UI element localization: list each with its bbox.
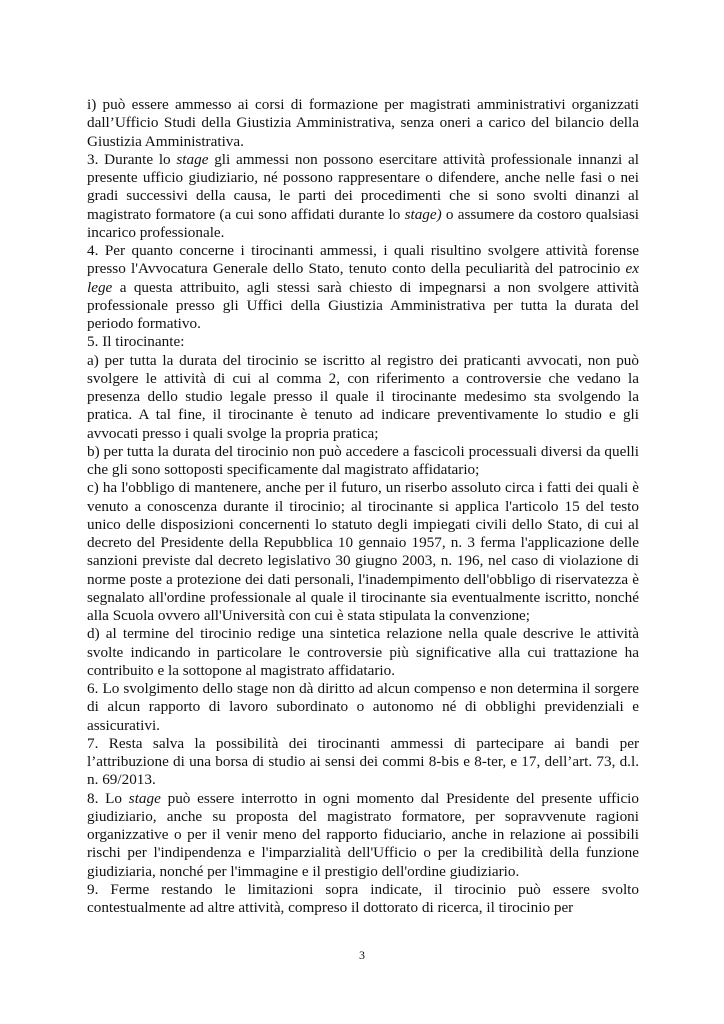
paragraph-4: 4. Per quanto concerne i tirocinanti ammessi, i quali risultino svolgere attività forense presso l'Avvocatura Generale dello Stato, tenuto conto della peculiarità del patrocinio ex lege a questa attribuito, agli stessi sarà chiesto di impegnarsi a non svolgere attività professionale presso gli Uffici della Giustizia Amministrativa per tutta la durata del periodo formativo. (87, 242, 639, 332)
paragraph-5c: c) ha l'obbligo di mantenere, anche per il futuro, un riserbo assoluto circa i fatti dei quali è venuto a conoscenza durante il tirocinio; al tirocinante si applica l'articolo 15 del testo unico delle disposizioni concernenti lo statuto degli impiegati civili dello Stato, di cui al decreto del Presidente della Repubblica 10 gennaio 1957, n. 3 ferma l'applicazione delle sanzioni previste dal decreto legislativo 30 giugno 2003, n. 196, nel caso di violazione di norme poste a protezione dei dati personali, l'inadempimento dell'obbligo di riservatezza è segnalato all'ordine professionale al quale il tirocinante sia eventualmente iscritto, nonché alla Scuola ovvero all'Università con cui è stata stipulata la convenzione; (87, 479, 639, 624)
paragraph-7: 7. Resta salva la possibilità dei tirocinanti ammessi di partecipare ai bandi per l’attribuzione di una borsa di studio ai sensi dei commi 8-bis e 8-ter, e 17, dell’art. 73, d.l. n. 69/2013. (87, 734, 639, 789)
paragraph-5a: a) per tutta la durata del tirocinio se iscritto al registro dei praticanti avvocati, non può svolgere le attività di cui al comma 2, con riferimento a controversie che vedano la presenza dello studio legale presso il quale il tirocinante medesimo sta svolgendo la pratica. A tal fine, il tirocinante è tenuto ad indicare preventivamente lo studio e gli avvocati presso i quali svolge la propria pratica; (87, 351, 639, 442)
paragraph-5b: b) per tutta la durata del tirocinio non può accedere a fascicoli processuali diversi da quelli che gli sono sottoposti specificamente dal magistrato affidatario; (87, 442, 639, 478)
paragraph-8: 8. Lo stage può essere interrotto in ogni momento dal Presidente del presente ufficio giudiziario, anche su proposta del magistrato formatore, per sopravvenute ragioni organizzative o per il venir meno del rapporto fiduciario, anche in relazione ai possibili rischi per l'indipendenza e l'imparzialità dell'Ufficio o per la credibilità della funzione giudiziaria, nonché per l'immagine e il prestigio dell'ordine giudiziario. (87, 789, 640, 880)
paragraph-5d: d) al termine del tirocinio redige una sintetica relazione nella quale descrive le attività svolte indicando in particolare le controversie più significative alla cui trattazione ha contribuito e la sottopone al magistrato affidatario. (87, 625, 639, 679)
page-number: 3 (359, 948, 365, 962)
body-text (87, 96, 639, 917)
paragraph-5: 5. Il tirocinante: (87, 333, 185, 351)
paragraph-6: 6. Lo svolgimento dello stage non dà diritto ad alcun compenso e non determina il sorgere di alcun rapporto di lavoro subordinato o autonomo né di obblighi previdenziali e assicurativi. (87, 680, 639, 734)
paragraph-9: 9. Ferme restando le limitazioni sopra indicate, il tirocinio può essere svolto contestualmente ad altre attività, compreso il dottorato di ricerca, il tirocinio per (87, 880, 639, 916)
paragraph-i: i) può essere ammesso ai corsi di formazione per magistrati amministrativi organizzati dall’Ufficio Studi della Giustizia Amministrativa, senza oneri a carico del bilancio della Giustizia Amministrativa. (87, 96, 639, 150)
paragraph-3: 3. Durante lo stage gli ammessi non possono esercitare attività professionale innanzi al presente ufficio giudiziario, né possono rappresentare o difendere, anche nelle fasi o nei gradi successivi della causa, le parti dei procedimenti che si sono svolti dinanzi al magistrato formatore (a cui sono affidati durante lo stage) o assumere da costoro qualsiasi incarico professionale. (87, 150, 640, 241)
